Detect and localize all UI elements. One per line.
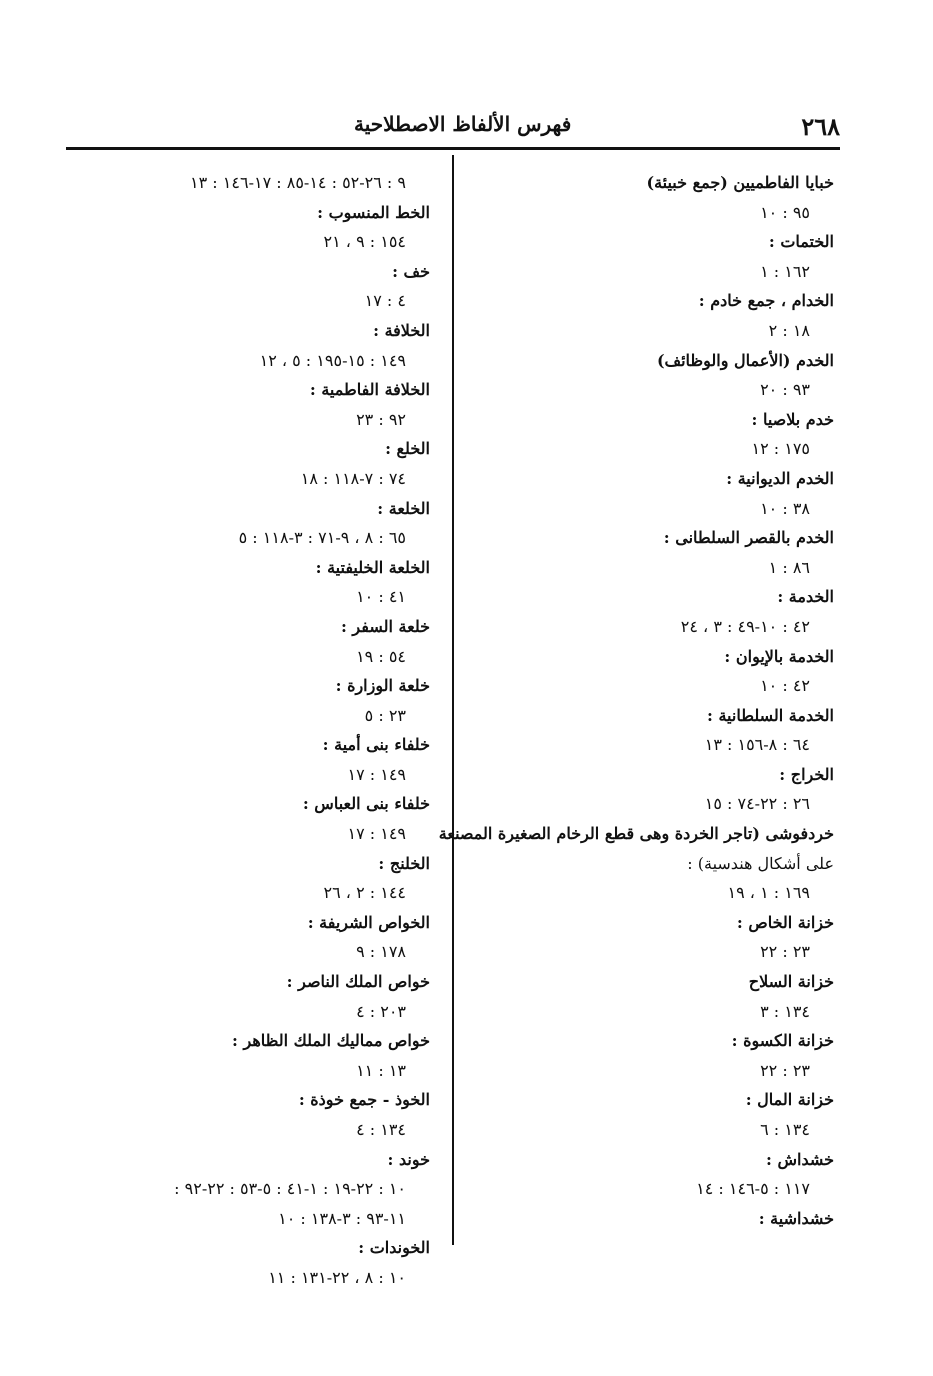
- index-term: خوند :: [387, 1149, 430, 1169]
- index-term: الخلافة الفاطمية :: [309, 380, 430, 400]
- index-term: خلفاء بنى العباس :: [302, 794, 430, 814]
- index-term: الخدمة :: [777, 587, 834, 607]
- page-references: ٦٥ : ٨ ، ٩-٧١ : ٣-١١٨ : ٥: [238, 528, 406, 548]
- page-references: ١٣ : ١١: [356, 1060, 406, 1080]
- index-term: خشداشية :: [758, 1208, 834, 1228]
- index-term: خلعة السفر :: [340, 616, 430, 636]
- page-references: ٩٢ : ٢٣: [356, 409, 406, 429]
- index-term: الخدام ، جمع خادم :: [698, 291, 834, 311]
- page-references: ١٧٥ : ١٢: [751, 439, 810, 459]
- page-references: ١٣٤ : ٤: [356, 1120, 406, 1139]
- page-references: ٤٢ : ١٠: [760, 676, 810, 696]
- page-references: ١٧٨ : ٩: [356, 942, 406, 962]
- page-references: ١٤٩ : ١٧: [347, 764, 406, 784]
- index-term: الخلنج :: [378, 853, 430, 873]
- page-references: ٢٣ : ٥: [364, 705, 406, 725]
- page-references: ٤ : ١٧: [364, 291, 406, 311]
- index-term: الخدمة بالإيوان :: [724, 646, 834, 666]
- index-term: خبايا الفاطميين (جمع خبيئة): [646, 173, 834, 192]
- page-references: ١٤٩ : ١٧: [347, 824, 406, 844]
- index-term-continuation: على أشكال هندسية) :: [687, 853, 834, 873]
- page-references: ٨٦ : ١: [768, 557, 810, 577]
- index-term: خزانة المال :: [745, 1090, 834, 1110]
- index-term: الخدم بالقصر السلطانى :: [663, 528, 834, 548]
- index-term: خدم بلاصيا :: [751, 409, 834, 429]
- right-column: [438, 168, 834, 1233]
- index-term: الخوذ - جمع خوذة :: [298, 1090, 430, 1110]
- page-references: ٧٤ : ٧-١١٨ : ١٨: [300, 468, 406, 488]
- index-term: الخوندات :: [358, 1238, 430, 1258]
- page-references: ٢٠٣ : ٤: [356, 1001, 406, 1021]
- index-term: الختمات :: [768, 232, 834, 252]
- page-number: ٢٦٨: [801, 112, 840, 141]
- index-term: خزانة السلاح: [748, 972, 834, 992]
- page-references: ٤١ : ١٠: [356, 587, 406, 607]
- page-references: ٢٦ : ٢٢-٧٤ : ١٥: [704, 794, 810, 814]
- index-term: خلعة الوزارة :: [335, 676, 430, 696]
- page-references: ١٨ : ٢: [768, 320, 810, 340]
- index-term: خزانة الكسوة :: [731, 1031, 834, 1051]
- index-term: الخراج :: [779, 764, 834, 784]
- page-references: ٦٤ : ٨-١٥٦ : ١٣: [704, 735, 810, 755]
- index-term: خف :: [392, 261, 430, 281]
- page-references: ١٦٢ : ١: [760, 261, 810, 281]
- page-references: ٩ : ٢٦-٥٢ : ١٤-٨٥ : ١٧-١٤٦ : ١٣: [190, 173, 406, 192]
- page-header: [66, 108, 840, 144]
- page-references: ٤٢ : ١٠-٤٩ : ٣ ، ٢٤: [680, 616, 810, 636]
- page-references: ١٠ : ٢٢-١٩ : ١-٤١ : ٥-٥٣ : ٢٢-٩٢ :: [174, 1179, 406, 1199]
- page-references: ٢٣ : ٢٢: [760, 942, 810, 962]
- header-rule: [66, 147, 840, 150]
- page-references: ٩٣ : ٢٠: [760, 380, 810, 400]
- index-term: الخدم (الأعمال والوظائف): [656, 350, 834, 370]
- page-references: ٩٥ : ١٠: [760, 202, 810, 222]
- index-term: خلفاء بنى أمية :: [322, 735, 430, 755]
- index-term: الخلع :: [385, 439, 430, 459]
- index-term: الخط المنسوب :: [317, 202, 430, 222]
- page-references: ١٤٩ : ١٥-١٩٥ : ٥ ، ١٢: [259, 350, 406, 370]
- page-references: ٣٨ : ١٠: [760, 498, 810, 518]
- column-divider: [452, 155, 454, 1245]
- page-references: ١٣٤ : ٣: [760, 1001, 810, 1021]
- page-references: ٢٣ : ٢٢: [760, 1060, 810, 1080]
- index-term: الخدمة السلطانية :: [707, 705, 834, 725]
- index-term: خزانة الخاص :: [736, 912, 834, 932]
- index-term: الخواص الشريفة :: [307, 912, 430, 932]
- page-references: ٥٤ : ١٩: [356, 646, 406, 666]
- index-term: الخدم الديوانية :: [726, 468, 834, 488]
- page-references: ١٣٤ : ٦: [760, 1120, 810, 1139]
- page-references: ١١-٩٣ : ٣-١٣٨ : ١٠: [278, 1208, 406, 1228]
- page-references: ١٦٩ : ١ ، ١٩: [727, 883, 810, 903]
- index-term: خواص مماليك الملك الظاهر :: [232, 1031, 430, 1051]
- page-references: ١٥٤ : ٩ ، ٢١: [323, 232, 406, 252]
- page-references: ١١٧ : ٥-١٤٦ : ١٤: [696, 1179, 810, 1199]
- page-references: ١٠ : ٨ ، ٢٢-١٣١ : ١١: [268, 1267, 406, 1287]
- running-title: فهرس الألفاظ الاصطلاحية: [354, 112, 572, 136]
- left-column: [62, 168, 430, 1293]
- index-term: خشداش :: [765, 1149, 834, 1169]
- index-term: خردفوشى (تاجر الخردة وهى قطع الرخام الصغيرة المصنعة: [438, 824, 834, 844]
- index-term: خواص الملك الناصر :: [286, 972, 430, 992]
- index-term: الخلافة :: [373, 320, 430, 340]
- index-term: الخلعة الخليفتية :: [315, 557, 430, 577]
- index-term: الخلعة :: [377, 498, 430, 518]
- page-references: ١٤٤ : ٢ ، ٢٦: [323, 883, 406, 903]
